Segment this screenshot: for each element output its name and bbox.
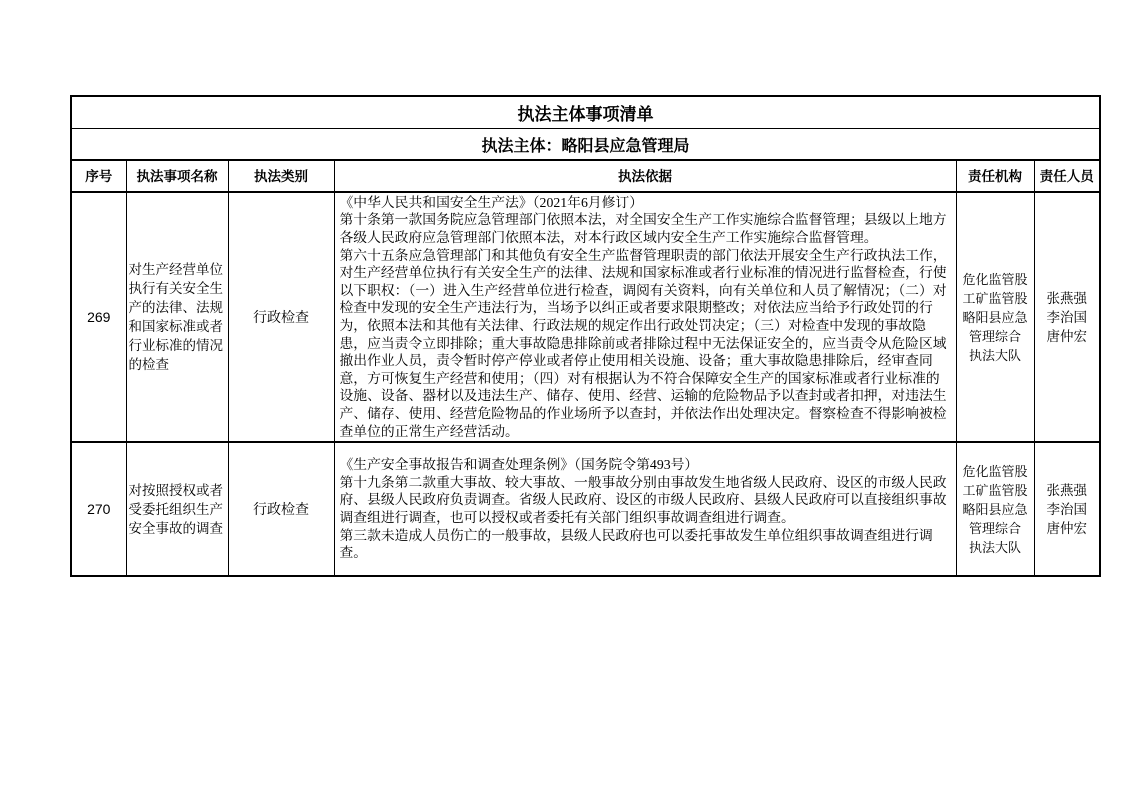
header-category: 执法类别 bbox=[228, 160, 334, 192]
row-269-responsible-person: 张燕强 李治国 唐仲宏 bbox=[1034, 192, 1100, 442]
row-269-category: 行政检查 bbox=[228, 192, 334, 442]
row-270-responsible-person: 张燕强 李治国 唐仲宏 bbox=[1034, 442, 1100, 576]
table-row-269 bbox=[71, 192, 1100, 442]
enforcement-items-table bbox=[70, 95, 1101, 577]
header-seq: 序号 bbox=[71, 160, 126, 192]
row-270-responsible-org: 危化监管股 工矿监管股 略阳县应急 管理综合 执法大队 bbox=[956, 442, 1034, 576]
header-legal-basis: 执法依据 bbox=[334, 160, 956, 192]
row-270-legal-basis-text: 《生产安全事故报告和调查处理条例》（国务院令第493号） 第十九条第二款重大事故、较大事故、一般事故分别由事故发生地省级人民政府、设区的市级人民政府、县级人民政府负责调查。省级人民政府、设区的市级人民政府、县级人民政府可以直接组织事故调查组进行调查，也可以授权或者委托有关部门组织事故调查组进行调查。 第三款未造成人员伤亡的一般事故，县级人民政府也可以委托事故发生单位组织事故调查组进行调查。 bbox=[339, 457, 947, 561]
header-responsible-org: 责任机构 bbox=[956, 160, 1034, 192]
header-responsible-person: 责任人员 bbox=[1034, 160, 1100, 192]
row-269-legal-basis-text: 《中华人民共和国安全生产法》（2021年6月修订） 第十条第一款国务院应急管理部门依照本法，对全国安全生产工作实施综合监督管理；县级以上地方各级人民政府应急管理部门依照本法，对本行政区域内安全生产工作实施综合监督管理。 第六十五条应急管理部门和其他负有安全生产监督管理职责的部门依法开展安全生产行政执法工作，对生产经营单位执行有关安全生产的法律、法规和国家标准或者行业标准的情况进行监督检查，行使以下职权：（一）进入生产经营单位进行检查，调阅有关资料，向有关单位和人员了解情况；（二）对检查中发现的安全生产违法行为，当场予以纠正或者要求限期整改；对依法应当给予行政处罚的行为，依照本法和其他有关法律、行政法规的规定作出行政处罚决定；（三）对检查中发现的事故隐患，应当责令立即排除；重大事故隐患排除前或者排除过程中无法保证安全的，应当责令从危险区域撤出作业人员，责令暂时停产停业或者停止使用相关设施、设备；重大事故隐患排除后，经审查同意，方可恢复生产经营和使用；（四）对有根据认为不符合保障安全生产的国家标准或者行业标准的设施、设备、器材以及违法生产、储存、使用、经营、运输的危险物品予以查封或者扣押，对违法生产、储存、使用、经营危险物品的作业场所予以查封，并依法作出处理决定。督察检查不得影响被检查单位的正常生产经营活动。 bbox=[339, 194, 947, 439]
row-269-item-name: 对生产经营单位执行有关安全生产的法律、法规和国家标准或者行业标准的情况的检查 bbox=[126, 192, 228, 442]
row-270-category: 行政检查 bbox=[228, 442, 334, 576]
table-subject-row bbox=[71, 129, 1100, 161]
row-269-responsible-org: 危化监管股 工矿监管股 略阳县应急 管理综合 执法大队 bbox=[956, 192, 1034, 442]
column-header-row bbox=[71, 160, 1100, 192]
row-270-legal-basis bbox=[334, 442, 956, 576]
enforcement-subject: 执法主体：略阳县应急管理局 bbox=[71, 129, 1100, 161]
row-270-item-name: 对按照授权或者受委托组织生产安全事故的调查 bbox=[126, 442, 228, 576]
row-269-seq: 269 bbox=[71, 192, 126, 442]
table-title: 执法主体事项清单 bbox=[71, 96, 1100, 129]
table-row-270 bbox=[71, 442, 1100, 576]
header-item-name: 执法事项名称 bbox=[126, 160, 228, 192]
table-title-row bbox=[71, 96, 1100, 129]
row-269-legal-basis bbox=[334, 192, 956, 442]
row-270-seq: 270 bbox=[71, 442, 126, 576]
